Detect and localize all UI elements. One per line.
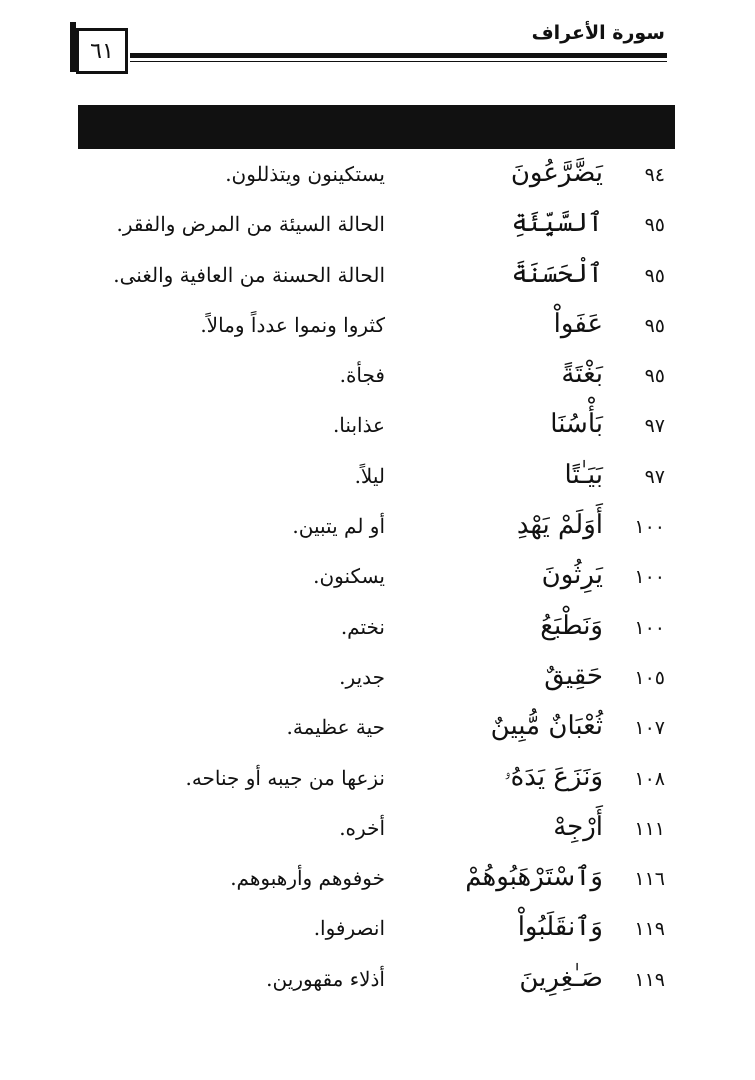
vocabulary-table [78, 150, 675, 1005]
word-meaning: الحالة الحسنة من العافية والغنى. [113, 262, 385, 287]
table-row [78, 401, 675, 451]
word-meaning: حية عظيمة. [286, 715, 385, 740]
table-row [78, 301, 675, 351]
quran-word: وَٱسْتَرْهَبُوهُمْ [465, 862, 603, 893]
table-row [78, 854, 675, 904]
table-row [78, 904, 675, 954]
verse-number: ١٠٠ [634, 516, 665, 539]
quran-word: ثُعْبَانٌ مُّبِينٌ [490, 711, 603, 742]
verse-number: ٩٧ [644, 415, 665, 438]
verse-number: ٩٥ [644, 214, 665, 237]
verse-number: ١١١ [634, 817, 665, 840]
word-meaning: انصرفوا. [313, 916, 385, 941]
quran-word: يَرِثُونَ [541, 560, 603, 591]
word-meaning: يسكنون. [313, 564, 385, 589]
table-row [78, 653, 675, 703]
page-number [76, 28, 128, 74]
verse-number: ٩٧ [644, 465, 665, 488]
table-header-bar [78, 105, 675, 149]
quran-word: ٱلْحَسَنَةَ [511, 258, 603, 289]
word-meaning: ليلاً. [354, 463, 385, 488]
table-row [78, 502, 675, 552]
quran-word: وَنَزَعَ يَدَهُۥ [504, 761, 603, 792]
word-meaning: يستكينون ويتذللون. [225, 162, 385, 186]
verse-number: ٩٤ [644, 164, 665, 186]
verse-number: ١٠٠ [634, 616, 665, 639]
header-rule [130, 53, 667, 58]
word-meaning: خوفوهم وأرهبوهم. [230, 866, 385, 891]
verse-number: ١٠٨ [634, 767, 665, 790]
quran-word: حَقِيقٌ [544, 660, 603, 691]
header-rule-thin [130, 61, 667, 62]
page-number-text: ٦١ [90, 38, 114, 64]
quran-word: صَـٰغِرِينَ [519, 962, 603, 993]
word-meaning: أذلاء مقهورين. [266, 966, 385, 991]
table-row [78, 200, 675, 250]
quran-word: ٱلسَّيِّئَةِ [511, 208, 603, 239]
surah-title: سورة الأعراف [531, 22, 665, 44]
table-row [78, 603, 675, 653]
quran-word: أَرْجِهْ [553, 811, 603, 842]
table-row [78, 552, 675, 602]
verse-number: ٩٥ [644, 365, 665, 388]
quran-word: وَنَطْبَعُ [540, 610, 603, 641]
table-row [78, 804, 675, 854]
quran-word: يَضَّرَّعُونَ [510, 158, 603, 188]
table-row [78, 251, 675, 301]
verse-number: ١١٩ [634, 968, 665, 991]
quran-word: عَفَواْ [553, 308, 603, 339]
table-row [78, 150, 675, 200]
verse-number: ١٠٧ [634, 717, 665, 740]
table-row [78, 754, 675, 804]
word-meaning: نزعها من جيبه أو جناحه. [185, 765, 385, 790]
verse-number: ١١٦ [634, 868, 665, 891]
word-meaning: كثروا ونموا عدداً ومالاً. [200, 312, 385, 337]
verse-number: ٩٥ [644, 264, 665, 287]
quran-word: بَأْسُنَا [550, 409, 603, 440]
quran-word: بَغْتَةً [561, 359, 603, 390]
verse-number: ٩٥ [644, 314, 665, 337]
word-meaning: عذابنا. [332, 413, 385, 438]
table-row [78, 452, 675, 502]
table-row [78, 703, 675, 753]
verse-number: ١٠٥ [634, 666, 665, 689]
quran-word: أَوَلَمْ يَهْدِ [516, 510, 603, 541]
table-row [78, 955, 675, 1005]
word-meaning: فجأة. [339, 363, 385, 388]
verse-number: ١٠٠ [634, 566, 665, 589]
word-meaning: أخره. [339, 815, 385, 840]
word-meaning: جدير. [339, 664, 385, 689]
word-meaning: نختم. [340, 614, 385, 639]
word-meaning: الحالة السيئة من المرض والفقر. [116, 212, 385, 237]
verse-number: ١١٩ [634, 918, 665, 941]
word-meaning: أو لم يتبين. [292, 514, 385, 539]
quran-word: بَيَـٰتًا [564, 459, 603, 490]
table-row [78, 351, 675, 401]
quran-word: وَٱنقَلَبُواْ [517, 912, 603, 943]
